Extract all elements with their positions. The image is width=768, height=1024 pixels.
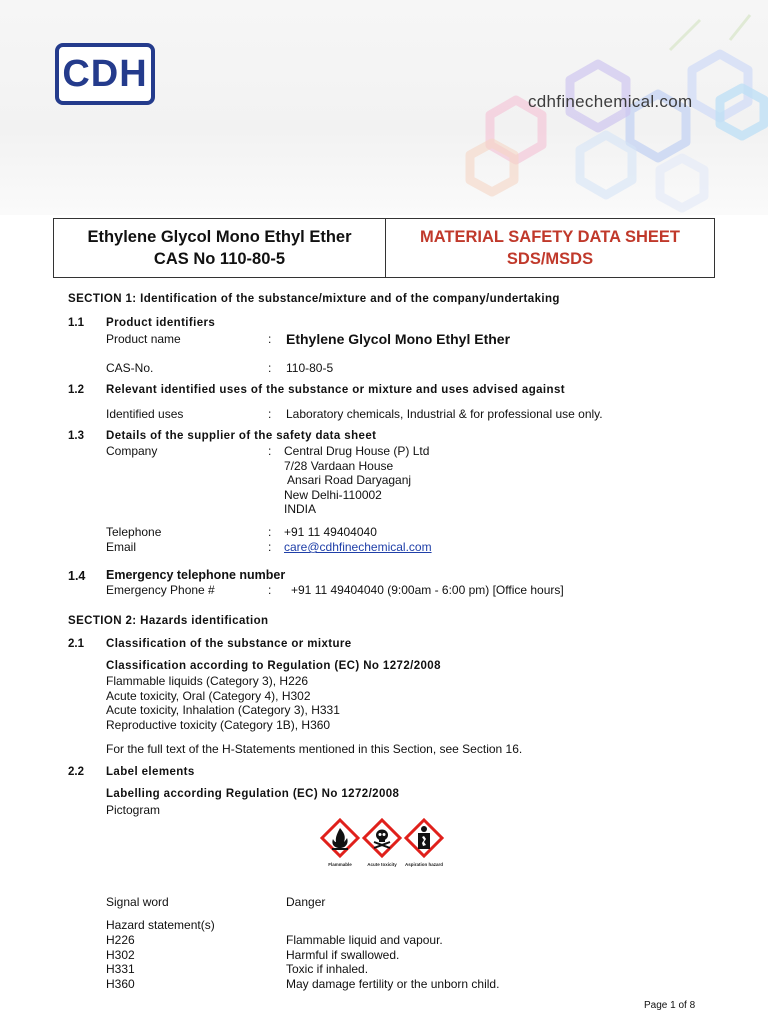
identified-uses-label: Identified uses bbox=[106, 407, 184, 421]
hazard-text: Toxic if inhaled. bbox=[286, 962, 369, 976]
flame-pictogram-icon bbox=[322, 820, 358, 856]
subsection-number: 1.4 bbox=[68, 569, 86, 583]
address-line: INDIA bbox=[284, 502, 317, 516]
colon: : bbox=[268, 540, 272, 554]
cas-value: 110-80-5 bbox=[286, 361, 334, 375]
product-title: Ethylene Glycol Mono Ethyl Ether bbox=[87, 228, 352, 246]
doc-type-title: MATERIAL SAFETY DATA SHEET bbox=[419, 228, 681, 246]
health-hazard-pictogram-icon bbox=[406, 820, 442, 856]
hazard-codes bbox=[106, 933, 135, 991]
hazard-statements-label: Hazard statement(s) bbox=[106, 918, 215, 932]
address-line: New Delhi-110002 bbox=[284, 487, 382, 502]
company-label: Company bbox=[106, 444, 158, 458]
company-address bbox=[284, 444, 429, 517]
title-right-cell bbox=[386, 219, 714, 277]
telephone-value: +91 11 49404040 bbox=[284, 525, 377, 539]
subsection-heading: Emergency telephone number bbox=[106, 568, 286, 582]
h-statements-note: For the full text of the H-Statements mentioned in this Section, see Section 16. bbox=[106, 742, 523, 756]
product-name-label: Product name bbox=[106, 332, 181, 346]
emergency-phone-hours: (9:00am - 6:00 pm) [Office hours] bbox=[387, 583, 564, 597]
emergency-phone-label: Emergency Phone # bbox=[106, 583, 215, 597]
subsection-number: 2.1 bbox=[68, 638, 84, 650]
colon: : bbox=[268, 583, 272, 597]
labelling-reg-heading: Labelling according Regulation (EC) No 1272/2008 bbox=[106, 788, 400, 800]
subsection-heading: Product identifiers bbox=[106, 317, 216, 329]
address-line: Ansari Road Daryaganj bbox=[287, 473, 412, 487]
emergency-phone-number: +91 11 49404040 bbox=[291, 583, 384, 597]
classification-reg-heading: Classification according to Regulation (EC) No 1272/2008 bbox=[106, 660, 441, 672]
title-left-cell bbox=[54, 219, 386, 277]
classification-item: Acute toxicity, Oral (Category 4), H302 bbox=[106, 688, 311, 703]
identified-uses-value: Laboratory chemicals, Industrial & for professional use only. bbox=[286, 407, 603, 421]
classification-item: Flammable liquids (Category 3), H226 bbox=[106, 674, 309, 688]
pictogram-caption: Flammable bbox=[328, 862, 352, 867]
cas-label: CAS-No. bbox=[106, 361, 154, 375]
subsection-number: 1.2 bbox=[68, 384, 84, 396]
subsection-number: 2.2 bbox=[68, 766, 84, 778]
website-url[interactable]: cdhfinechemical.com bbox=[528, 92, 693, 111]
colon: : bbox=[268, 361, 272, 375]
colon: : bbox=[268, 407, 272, 421]
doc-subtitle: SDS/MSDS bbox=[506, 250, 594, 268]
subsection-heading: Relevant identified uses of the substance or mixture and uses advised against bbox=[106, 384, 565, 396]
subsection-heading: Label elements bbox=[106, 766, 195, 778]
hazard-text: May damage fertility or the unborn child. bbox=[286, 976, 500, 991]
subsection-heading: Classification of the substance or mixture bbox=[106, 638, 352, 650]
classification-item: Reproductive toxicity (Category 1B), H360 bbox=[106, 717, 331, 732]
subsection-heading: Details of the supplier of the safety data sheet bbox=[106, 430, 377, 442]
pictogram-label: Pictogram bbox=[106, 803, 161, 817]
subsection-number: 1.1 bbox=[68, 317, 84, 329]
signal-word-label: Signal word bbox=[106, 895, 169, 909]
classification-list bbox=[106, 674, 340, 732]
address-line: Central Drug House (P) Ltd bbox=[284, 444, 430, 458]
signal-word-value: Danger bbox=[286, 895, 326, 909]
emergency-phone-value bbox=[291, 583, 564, 597]
hazard-code: H331 bbox=[106, 962, 135, 976]
colon: : bbox=[268, 332, 272, 346]
hazard-texts bbox=[286, 933, 499, 991]
product-name-value: Ethylene Glycol Mono Ethyl Ether bbox=[286, 331, 511, 347]
hazard-code: H302 bbox=[106, 947, 135, 962]
molecule-decoration-icon bbox=[430, 10, 768, 215]
subsection-number: 1.3 bbox=[68, 430, 84, 442]
skull-crossbones-pictogram-icon bbox=[364, 820, 400, 856]
ghs-pictograms bbox=[318, 818, 448, 870]
email-link[interactable]: care@cdhfinechemical.com bbox=[284, 540, 432, 554]
hazard-text: Harmful if swallowed. bbox=[286, 947, 400, 962]
colon: : bbox=[268, 444, 272, 458]
classification-item: Acute toxicity, Inhalation (Category 3), H331 bbox=[106, 703, 340, 717]
logo-text: CDH bbox=[62, 53, 148, 95]
hazard-text: Flammable liquid and vapour. bbox=[286, 933, 443, 947]
cas-title: CAS No 110-80-5 bbox=[153, 250, 286, 268]
hazard-code: H226 bbox=[106, 933, 135, 947]
title-box bbox=[53, 218, 715, 278]
page-number: Page 1 of 8 bbox=[644, 1000, 696, 1011]
cdh-logo bbox=[55, 43, 155, 105]
telephone-label: Telephone bbox=[106, 525, 162, 539]
section-1-heading: SECTION 1: Identification of the substance/mixture and of the company/undertaking bbox=[68, 293, 560, 305]
pictogram-caption: Acute toxicity bbox=[367, 862, 397, 867]
email-label: Email bbox=[106, 540, 137, 554]
pictogram-caption: Aspiration hazard bbox=[404, 862, 444, 867]
hazard-code: H360 bbox=[106, 976, 135, 991]
address-line: 7/28 Vardaan House bbox=[284, 458, 394, 473]
colon: : bbox=[268, 525, 272, 539]
section-2-heading: SECTION 2: Hazards identification bbox=[68, 615, 269, 627]
